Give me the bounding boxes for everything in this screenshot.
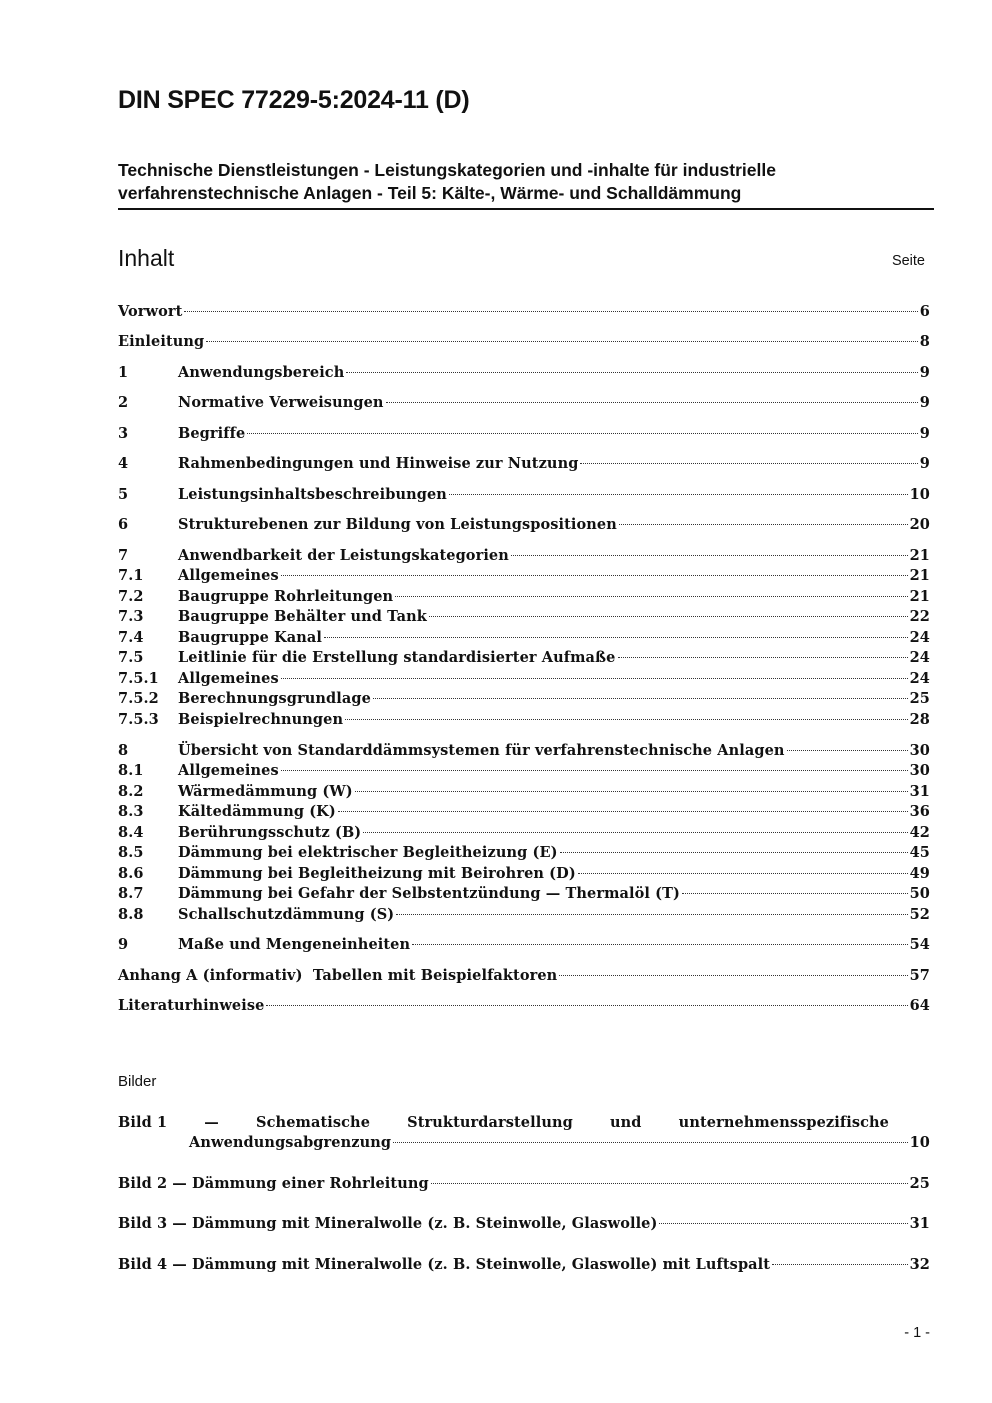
document-title: DIN SPEC 77229-5:2024-11 (D) <box>118 86 470 114</box>
toc-entry[interactable] <box>118 648 930 668</box>
toc-entry-text: Normative Verweisungen <box>178 394 384 411</box>
toc-entry-page: 9 <box>919 394 930 411</box>
toc-leader <box>338 811 908 812</box>
toc-entry-text: Allgemeines <box>178 567 279 584</box>
toc-entry[interactable] <box>118 864 930 884</box>
toc-leader <box>345 719 908 720</box>
toc-leader <box>412 944 907 945</box>
figure-entry[interactable] <box>118 1214 930 1234</box>
toc-entry[interactable] <box>118 628 930 648</box>
document-subtitle <box>118 159 934 210</box>
toc-entry-number: 8.8 <box>118 906 144 923</box>
toc-entry-text: Anhang A (informativ) Tabellen mit Beispielfaktoren <box>118 967 558 984</box>
toc-entry-number: 7.4 <box>118 629 144 646</box>
toc-entry-page: 9 <box>919 425 930 442</box>
toc-entry[interactable] <box>118 689 930 709</box>
toc-entry-number: 7.3 <box>118 608 144 625</box>
toc-entry[interactable] <box>118 996 930 1016</box>
toc-entry-text: Baugruppe Kanal <box>178 629 323 646</box>
toc-leader <box>355 791 908 792</box>
toc-leader <box>395 596 907 597</box>
toc-entry-page: 8 <box>919 333 930 350</box>
toc-entry-text: Maße und Mengeneinheiten <box>178 936 411 953</box>
toc-entry-number: 4 <box>118 455 129 472</box>
toc-entry-number: 8 <box>118 742 129 759</box>
toc-entry-page: 21 <box>909 567 930 584</box>
toc-entry-page: 49 <box>909 865 930 882</box>
toc-entry[interactable] <box>118 454 930 474</box>
toc-entry-page: 9 <box>919 455 930 472</box>
figure-entry-page: 10 <box>909 1134 930 1151</box>
toc-entry-text: Einleitung <box>118 333 205 350</box>
toc-entry[interactable] <box>118 393 930 413</box>
toc-entry-number: 8.3 <box>118 803 144 820</box>
figure-word: unternehmensspezifische <box>678 1114 889 1131</box>
toc-entry[interactable] <box>118 843 930 863</box>
toc-entry[interactable] <box>118 546 930 566</box>
toc-entry-text: Rahmenbedingungen und Hinweise zur Nutzung <box>178 455 579 472</box>
toc-leader <box>682 893 908 894</box>
toc-entry[interactable] <box>118 710 930 730</box>
toc-entry-page: 50 <box>909 885 930 902</box>
toc-entry-page: 22 <box>909 608 930 625</box>
toc-leader <box>429 616 908 617</box>
toc-entry[interactable] <box>118 905 930 925</box>
toc-entry-page: 21 <box>909 547 930 564</box>
toc-entry-number: 8.2 <box>118 783 144 800</box>
toc-entry-text: Allgemeines <box>178 670 279 687</box>
toc-entry-page: 24 <box>909 629 930 646</box>
toc-entry-page: 31 <box>909 783 930 800</box>
toc-entry-number: 7.1 <box>118 567 144 584</box>
toc-leader <box>206 341 918 342</box>
toc-entry-number: 8.1 <box>118 762 144 779</box>
toc-leader <box>559 975 907 976</box>
figure-entry-page: 31 <box>909 1215 930 1232</box>
toc-entry[interactable] <box>118 761 930 781</box>
toc-entry-page: 54 <box>909 936 930 953</box>
toc-leader <box>619 524 908 525</box>
toc-entry-page: 64 <box>909 997 930 1014</box>
toc-entry-page: 24 <box>909 649 930 666</box>
toc-entry[interactable] <box>118 566 930 586</box>
subtitle-line-2: verfahrenstechnische Anlagen - Teil 5: Kälte-, Wärme- und Schalldämmung <box>118 183 742 203</box>
toc-leader <box>396 914 907 915</box>
toc-entry-text: Leistungsinhaltsbeschreibungen <box>178 486 447 503</box>
toc-entry-number: 8.7 <box>118 885 144 902</box>
figure-entry[interactable] <box>118 1174 930 1194</box>
toc-entry-page: 52 <box>909 906 930 923</box>
toc-entry[interactable] <box>118 587 930 607</box>
toc-entry[interactable] <box>118 802 930 822</box>
toc-page-column-header: Seite <box>891 253 925 269</box>
toc-entry-text: Begriffe <box>178 425 246 442</box>
toc-leader <box>373 698 908 699</box>
toc-leader <box>511 555 908 556</box>
toc-entry-page: 45 <box>909 844 930 861</box>
toc-entry-text: Anwendbarkeit der Leistungskategorien <box>178 547 509 564</box>
toc-entry-page: 30 <box>909 742 930 759</box>
figure-entry-text: Bild 4 — Dämmung mit Mineralwolle (z. B. Steinwolle, Glaswolle) mit Luftspalt <box>118 1256 771 1273</box>
toc-leader <box>578 873 908 874</box>
page-number: - 1 - <box>904 1325 930 1341</box>
figure-entry-text: Anwendungsabgrenzung <box>189 1134 392 1151</box>
toc-entry[interactable] <box>118 935 930 955</box>
toc-entry-number: 7.5.2 <box>118 690 159 707</box>
toc-entry-text: Übersicht von Standarddämmsystemen für verfahrenstechnische Anlagen <box>178 742 785 759</box>
toc-entry-number: 6 <box>118 516 129 533</box>
toc-entry[interactable] <box>118 823 930 843</box>
toc-entry[interactable] <box>118 515 930 535</box>
figure-entry-page: 25 <box>909 1175 930 1192</box>
toc-entry-page: 57 <box>909 967 930 984</box>
toc-entry-text: Baugruppe Behälter und Tank <box>178 608 427 625</box>
toc-entry[interactable] <box>118 302 930 322</box>
toc-leader <box>772 1264 908 1265</box>
toc-entry-page: 9 <box>919 364 930 381</box>
toc-entry-number: 7.5.3 <box>118 711 159 728</box>
toc-leader <box>787 750 908 751</box>
toc-entry-page: 21 <box>909 588 930 605</box>
toc-leader <box>393 1142 908 1143</box>
figure-word: und <box>610 1114 642 1131</box>
toc-entry[interactable] <box>118 363 930 383</box>
toc-entry[interactable] <box>118 741 930 761</box>
toc-entry-text: Dämmung bei elektrischer Begleitheizung (E) <box>178 844 558 861</box>
toc-leader <box>431 1183 908 1184</box>
toc-entry-number: 7 <box>118 547 129 564</box>
toc-leader <box>449 494 908 495</box>
toc-entry-text: Dämmung bei Gefahr der Selbstentzündung — Thermalöl (T) <box>178 885 680 902</box>
toc-entry[interactable] <box>118 782 930 802</box>
toc-entry-text: Wärmedämmung (W) <box>178 783 353 800</box>
toc-leader <box>281 770 908 771</box>
toc-entry[interactable] <box>118 669 930 689</box>
toc-entry[interactable] <box>118 424 930 444</box>
toc-entry-number: 8.4 <box>118 824 144 841</box>
figure-entry-text: Bild 3 — Dämmung mit Mineralwolle (z. B. Steinwolle, Glaswolle) <box>118 1215 658 1232</box>
toc-leader <box>659 1223 907 1224</box>
toc-entry-text: Literaturhinweise <box>118 997 265 1014</box>
figures-heading: Bilder <box>118 1073 157 1090</box>
toc-entry-page: 28 <box>909 711 930 728</box>
toc-entry-text: Vorwort <box>118 303 183 320</box>
toc-entry-number: 1 <box>118 364 129 381</box>
figure-word: Schematische <box>256 1114 371 1131</box>
figure-entry[interactable] <box>118 1255 930 1275</box>
toc-entry[interactable] <box>118 607 930 627</box>
toc-entry-text: Allgemeines <box>178 762 279 779</box>
toc-entry-number: 2 <box>118 394 129 411</box>
toc-entry-text: Kältedämmung (K) <box>178 803 336 820</box>
toc-leader <box>560 852 908 853</box>
figure-word: — <box>204 1114 219 1131</box>
toc-entry-text: Berührungsschutz (B) <box>178 824 362 841</box>
toc-entry-page: 20 <box>909 516 930 533</box>
toc-leader <box>184 311 917 312</box>
toc-leader <box>266 1005 907 1006</box>
toc-entry-number: 7.5.1 <box>118 670 159 687</box>
toc-heading: Inhalt <box>118 245 175 271</box>
toc-entry-page: 24 <box>909 670 930 687</box>
toc-entry-text: Baugruppe Rohrleitungen <box>178 588 394 605</box>
toc-leader <box>281 678 908 679</box>
toc-entry[interactable] <box>118 332 930 352</box>
toc-entry-page: 25 <box>909 690 930 707</box>
toc-entry-number: 7.5 <box>118 649 144 666</box>
toc-entry-page: 30 <box>909 762 930 779</box>
figure-entry-first-line <box>118 1113 889 1133</box>
toc-entry-page: 42 <box>909 824 930 841</box>
toc-entry-text: Dämmung bei Begleitheizung mit Beirohren (D) <box>178 865 576 882</box>
toc-entry-text: Beispielrechnungen <box>178 711 344 728</box>
toc-entry-text: Berechnungsgrundlage <box>178 690 371 707</box>
toc-entry[interactable] <box>118 884 930 904</box>
toc-leader <box>247 433 918 434</box>
toc-entry-number: 3 <box>118 425 129 442</box>
figure-entry-page: 32 <box>909 1256 930 1273</box>
toc-entry-page: 36 <box>909 803 930 820</box>
figure-entry-text: Bild 2 — Dämmung einer Rohrleitung <box>118 1175 429 1192</box>
toc-entry-number: 8.6 <box>118 865 144 882</box>
toc-leader <box>363 832 907 833</box>
figure-entry-second-line <box>118 1133 930 1153</box>
toc-entry-text: Strukturebenen zur Bildung von Leistungspositionen <box>178 516 617 533</box>
toc-entry-number: 5 <box>118 486 129 503</box>
toc-entry-text: Schallschutzdämmung (S) <box>178 906 395 923</box>
toc-leader <box>346 372 917 373</box>
toc-entry-page: 10 <box>909 486 930 503</box>
toc-leader <box>580 463 917 464</box>
figure-word: Bild 1 <box>118 1114 168 1131</box>
subtitle-line-1: Technische Dienstleistungen - Leistungskategorien und -inhalte für industrielle <box>118 160 776 180</box>
toc-entry-number: 8.5 <box>118 844 144 861</box>
toc-entry-text: Leitlinie für die Erstellung standardisierter Aufmaße <box>178 649 616 666</box>
figure-entry[interactable] <box>118 1113 930 1153</box>
toc-entry-text: Anwendungsbereich <box>178 364 345 381</box>
toc-leader <box>281 575 908 576</box>
toc-leader <box>618 657 908 658</box>
figure-word: Strukturdarstellung <box>407 1114 573 1131</box>
toc-entry-number: 9 <box>118 936 129 953</box>
toc-entry-page: 6 <box>919 303 930 320</box>
toc-leader <box>386 402 918 403</box>
toc-entry[interactable] <box>118 966 930 986</box>
toc-entry-number: 7.2 <box>118 588 144 605</box>
toc-leader <box>324 637 908 638</box>
toc-entry[interactable] <box>118 485 930 505</box>
